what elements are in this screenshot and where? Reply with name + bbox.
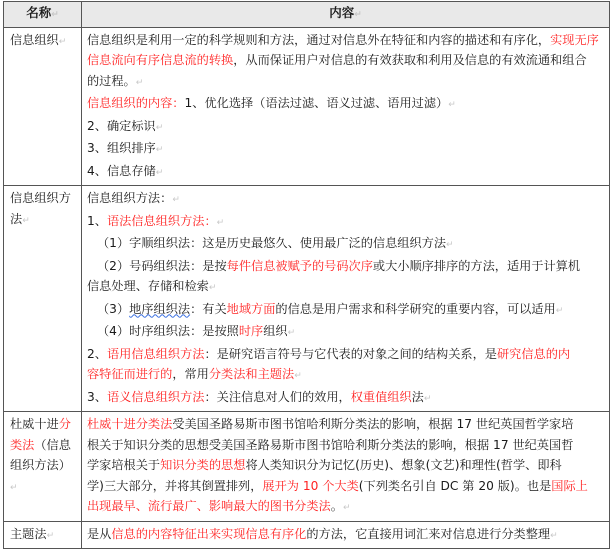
list-item: （2）号码组织法：是按每件信息被赋予的号码次序或大小顺序排序的方法，适用于计算机 — [97, 258, 581, 273]
row-content — [82, 412, 610, 522]
row-name: 信息组织↵ — [4, 27, 82, 186]
list-item: 3、组织排序↵ — [87, 141, 164, 155]
list-item: （3）地序组织法：有关地域方面的信息是用户需求和科学研究的重要内容，可以适用↵ — [97, 301, 564, 316]
table-row — [4, 521, 610, 549]
row-name: 杜威十进分 类法（信息组织方法）↵ — [4, 412, 82, 522]
table-row — [4, 186, 610, 412]
row-content: 是从信息的内容特征出来实现信息有序化的方法，它直接用词汇来对信息进行分类整理↵ — [82, 521, 610, 549]
list-item: （1）字顺组织法：这是历史最悠久、使用最广泛的信息组织方法↵ — [97, 236, 454, 250]
row-content — [82, 27, 610, 186]
row-content — [82, 186, 610, 412]
table-row — [4, 27, 610, 186]
list-item: （4）时序组织法：是按照时序组织↵ — [97, 324, 296, 338]
concept-table — [3, 1, 610, 549]
list-item-cont: 信息处理、存储和检索↵ — [87, 279, 217, 293]
row-name: 信息组织方法↵ — [4, 186, 82, 412]
paragraph: 3、语义信息组织方法：关注信息对人们的效用，权重值组织法↵ — [87, 389, 432, 404]
header-content: 内容↵ — [82, 2, 610, 28]
paragraph: 杜威十进分类法受美国圣路易斯市图书馆哈利斯分类法的影响，根据 17 世纪英国哲学家培 根关于知识分类的思想受美国圣路易斯市图书馆哈利斯分类法的影响，根据 17 世纪英国哲 学家培根关于知识分类的思想将人类知识分为记忆(历史)、想象(文艺)和理性(哲学、即科 学)三大部分，并将其倒置排列，展开为 10 个大类(下列类名引自 DC 第 20 版)。也是国际上 出现最早、流行最广、影响最大的图书分类法。↵ — [87, 417, 588, 513]
paragraph: 信息组织的内容：1、优化选择（语法过滤、语义过滤、语用过滤）↵ — [87, 96, 456, 110]
paragraph: 2、语用信息组织方法：是研究语言符号与它代表的对象之间的结构关系，是研究信息的内 容特征而进行的，常用分类法和主题法↵ — [87, 346, 571, 381]
paragraph: 1、语法信息组织方法：↵ — [87, 213, 225, 228]
row-name: 主题法↵ — [4, 521, 82, 549]
paragraph: 信息组织方法：↵ — [87, 191, 180, 205]
header-name: 名称↵ — [4, 2, 82, 28]
list-item: 4、信息存储↵ — [87, 163, 164, 178]
list-item: 2、确定标识↵ — [87, 118, 164, 133]
paragraph: 信息组织是利用一定的科学规则和方法，通过对信息外在特征和内容的描述和有序化，实现无序 信息流向有序信息流的转换，从而保证用户对信息的有效获取和利用及信息的有效流通和组合 的过程。↵ — [87, 32, 599, 88]
table-header-row — [4, 2, 610, 28]
table-row — [4, 412, 610, 522]
